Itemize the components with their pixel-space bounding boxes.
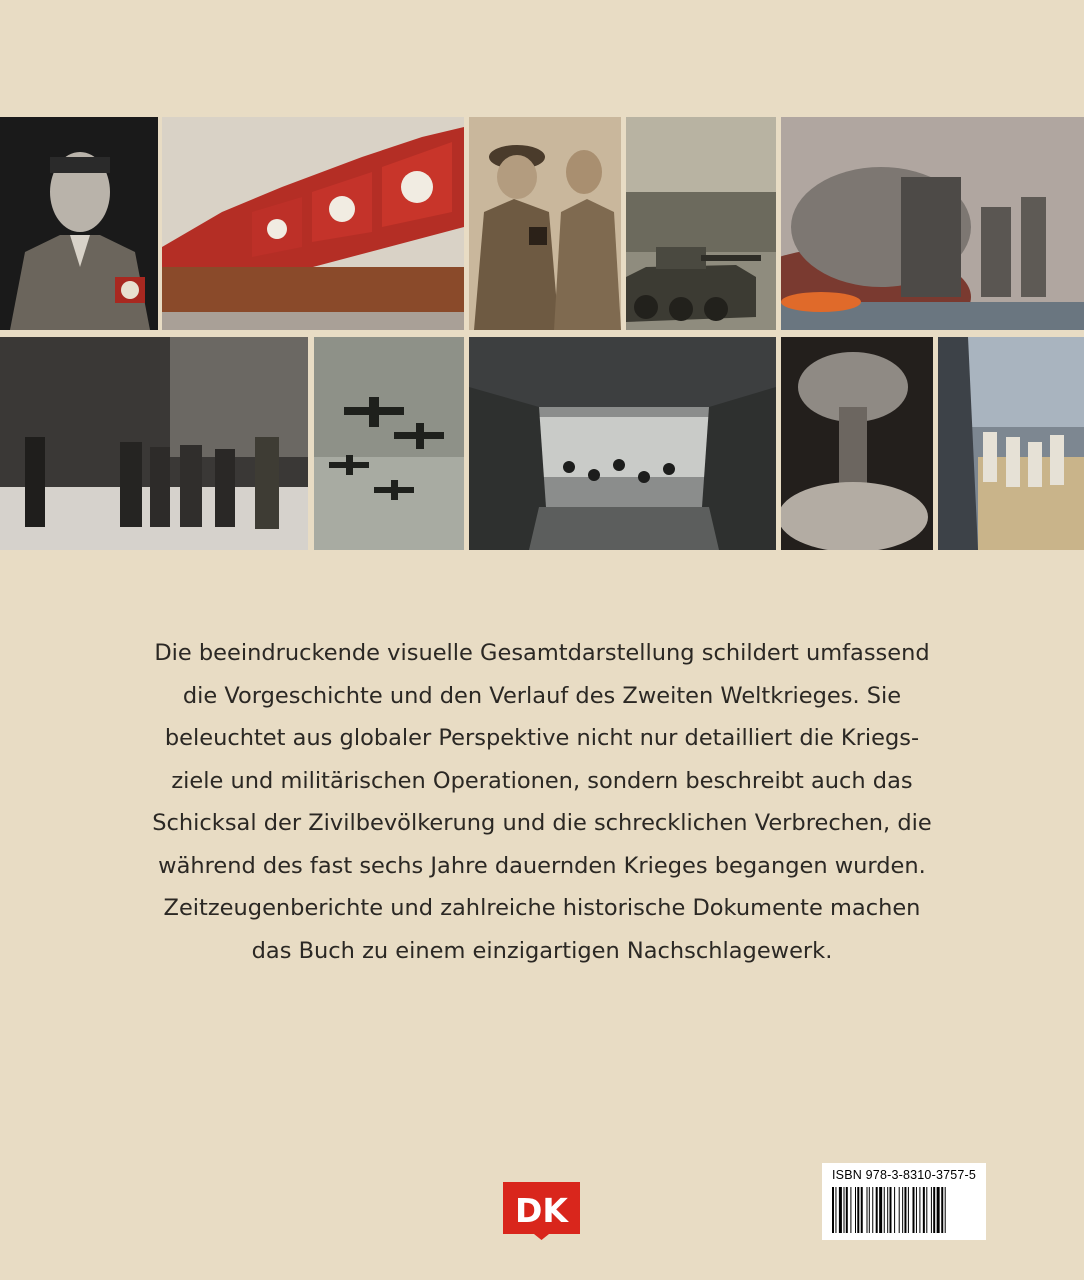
photo-churchill-observers [469,117,621,330]
barcode-bar [902,1187,903,1233]
barcode-bar [890,1187,892,1233]
back-cover-blurb [110,632,974,972]
blurb-line: während des fast sechs Jahre dauernden Krieges begangen wurden. [158,852,926,879]
barcode-bar [894,1187,895,1233]
barcode-bar [899,1187,900,1233]
barcode-bar [887,1187,888,1233]
photo-burning-battleship [781,117,1084,330]
barcode-bar [879,1187,882,1233]
photo-collage [0,0,1084,560]
barcode-bar [937,1187,940,1233]
barcode-bar [945,1187,946,1233]
blurb-line: Zeitzeugenberichte und zahlreiche historische Dokumente machen [163,895,921,921]
blurb-line: beleuchtet aus globaler Perspektive nicht nur detailliert die Kriegs- [164,725,920,751]
barcode-bar [876,1187,878,1233]
barcode-bar [857,1187,859,1233]
blurb-line: Die beeindruckende visuelle Gesamtdarstellung schildert umfassend [154,640,930,666]
barcode-bar [839,1187,842,1233]
barcode-bar [908,1187,909,1233]
barcode-bar [869,1187,870,1233]
photo-tank-and-troops [626,117,776,330]
dk-publisher-logo [503,1182,580,1240]
barcode-bar [867,1187,868,1233]
barcode-bar [923,1187,925,1233]
photo-normandy-landing-craft [469,337,776,550]
barcode-bar [835,1187,836,1233]
barcode-bar [904,1187,906,1233]
blurb-line: ziele und militärischen Operationen, sondern beschreibt auch das [171,767,913,794]
blurb-line: das Buch zu einem einzigartigen Nachschlagewerk. [251,937,833,964]
barcode-bar [919,1187,920,1233]
barcode-bar [855,1187,856,1233]
barcode-bar [872,1187,873,1233]
barcode-bar [931,1187,932,1233]
isbn-label: ISBN 978-3-8310-3757-5 [832,1168,977,1182]
dk-logo-text: DK [515,1191,568,1230]
barcode-bar [926,1187,927,1233]
photo-nazi-rally-flags [162,117,464,330]
barcode-bar [941,1187,943,1233]
barcode-image [832,1187,977,1233]
barcode-bar [844,1187,845,1233]
photo-hitler-portrait [0,117,158,330]
isbn-barcode [822,1163,986,1240]
blurb-line: Schicksal der Zivilbevölkerung und die schrecklichen Verbrechen, die [152,810,932,836]
photo-surrender-ceremony-ship [938,337,1084,550]
barcode-bar [861,1187,863,1233]
barcode-bar [933,1187,935,1233]
barcode-bar [916,1187,917,1233]
photo-civilian-deportation [0,337,308,550]
barcode-bar [913,1187,915,1233]
barcode-bar [884,1187,885,1233]
barcode-bar [832,1187,834,1233]
barcode-bar [846,1187,848,1233]
blurb-line: die Vorgeschichte und den Verlauf des Zweiten Weltkrieges. Sie [182,682,902,709]
barcode-bar [850,1187,851,1233]
photo-atomic-mushroom-cloud [781,337,933,550]
photo-bombers-in-sky [314,337,464,550]
